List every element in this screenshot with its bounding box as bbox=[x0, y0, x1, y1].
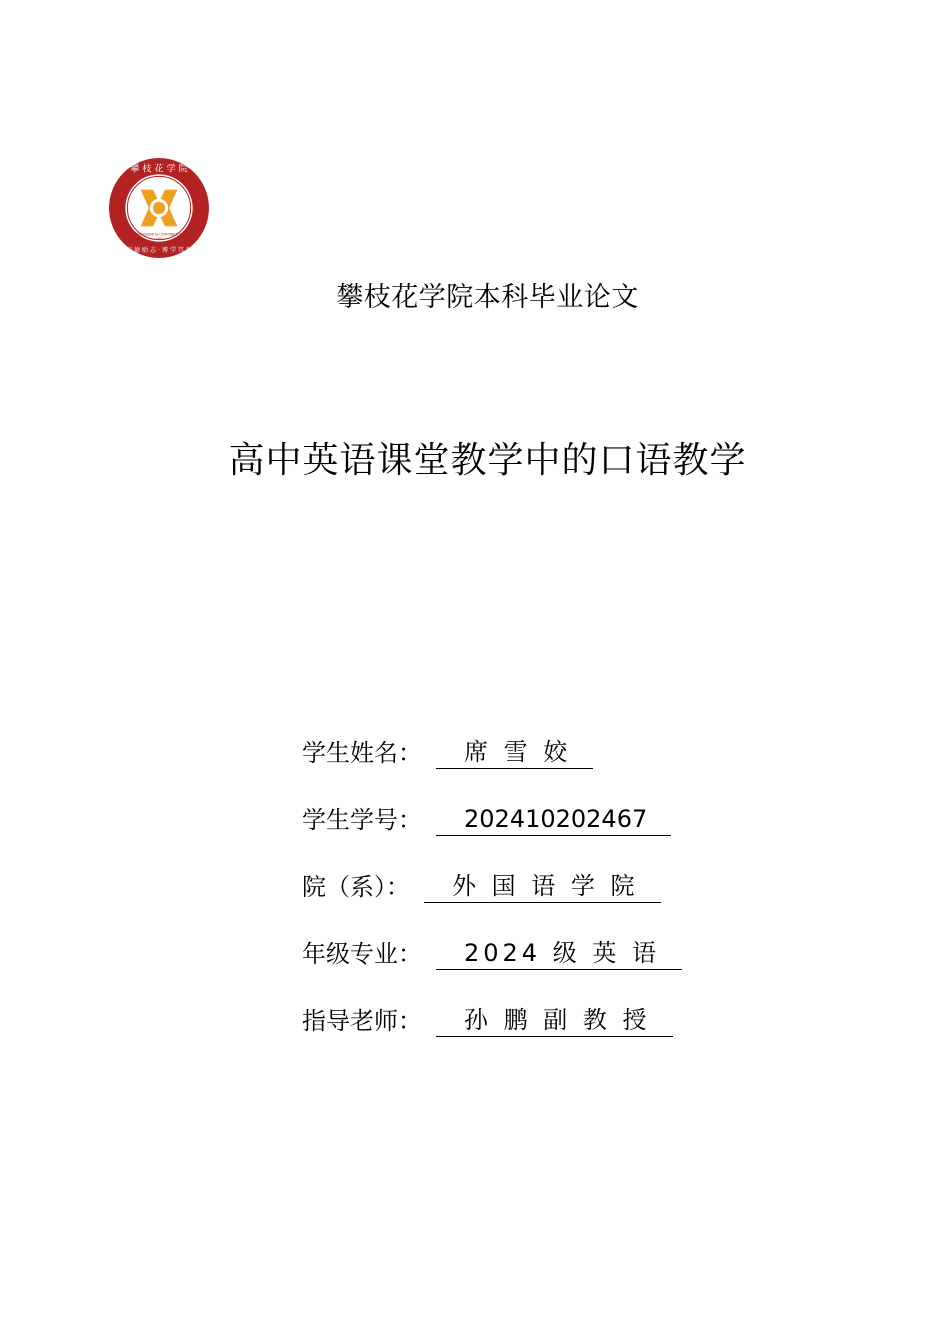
thesis-title: 高中英语课堂教学中的口语教学 bbox=[228, 440, 747, 481]
info-label: 年级专业： bbox=[302, 940, 422, 968]
info-label: 学生学号： bbox=[302, 806, 422, 834]
logo-bottom-text: 明 德 励 志 · 博 学 笃 行 bbox=[125, 246, 193, 254]
university-thesis-heading: 攀枝花学院本科毕业论文 bbox=[336, 282, 639, 313]
grade-major-value: 2024 级 英 语 bbox=[436, 937, 682, 970]
info-row-advisor bbox=[302, 1004, 682, 1071]
logo-top-text: 攀 枝 花 学 院 bbox=[130, 163, 188, 175]
student-name-value: 席 雪 姣 bbox=[436, 736, 593, 769]
advisor-value: 孙 鹏 副 教 授 bbox=[436, 1004, 673, 1037]
student-info-block bbox=[302, 736, 682, 1071]
logo-english-text: PANZHIHUA UNIVERSITY bbox=[136, 232, 182, 237]
university-logo bbox=[108, 157, 210, 259]
info-row-department bbox=[302, 870, 682, 937]
department-value: 外 国 语 学 院 bbox=[424, 870, 661, 903]
info-label: 学生姓名： bbox=[302, 739, 422, 767]
info-row-grade-major bbox=[302, 937, 682, 1004]
info-row-student-id bbox=[302, 803, 682, 870]
student-id-value: 202410202467 bbox=[436, 803, 671, 836]
logo-year-text: 1983 bbox=[155, 236, 163, 241]
info-label: 院（系）： bbox=[302, 873, 410, 901]
info-row-name bbox=[302, 736, 682, 803]
info-label: 指导老师： bbox=[302, 1007, 422, 1035]
